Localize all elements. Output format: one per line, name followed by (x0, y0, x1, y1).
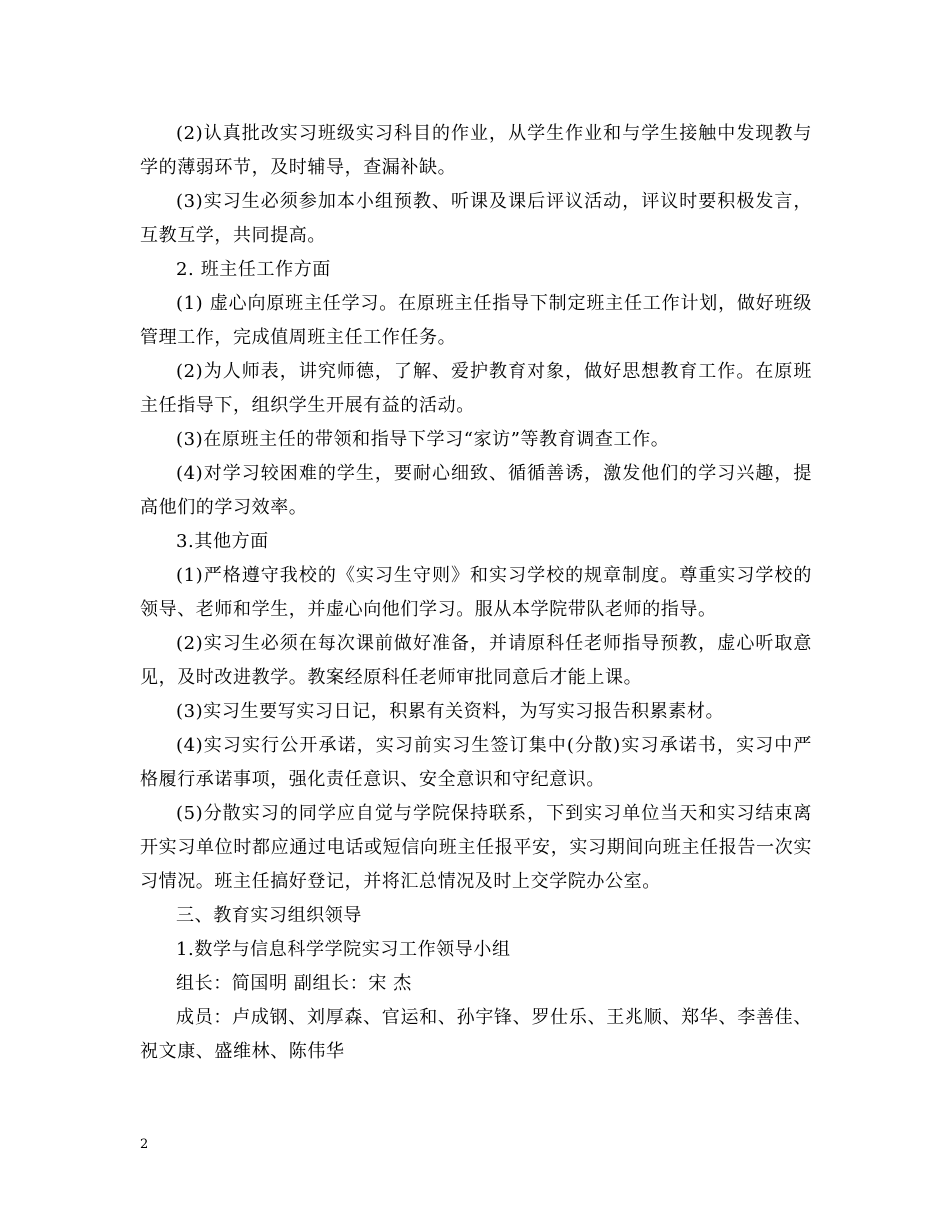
subheading-leadership-group: 1.数学与信息科学学院实习工作领导小组 (176, 939, 511, 960)
paragraph-group-leaders: 组长：简国明 副组长：宋 杰 (176, 973, 412, 994)
paragraph-learn-from-class-teacher: (1) 虚心向原班主任学习。在原班主任指导下制定班主任工作计划，做好班级管理工作，完成值周班主任工作任务。 (140, 293, 812, 348)
paragraph-group-members: 成员：卢成钢、刘厚森、官运和、孙宇锋、罗仕乐、王兆顺、郑华、李善佳、祝文康、盛维林、陈伟华 (140, 1007, 812, 1062)
document-body (140, 117, 812, 1069)
paragraph-lesson-preparation: (2)实习生必须在每次课前做好准备，并请原科任老师指导预教，虚心听取意见，及时改进教学。教案经原科任老师审批同意后才能上课。 (140, 633, 812, 688)
paragraph-internship-diary: (3)实习生要写实习日记，积累有关资料，为写实习报告积累素材。 (176, 701, 725, 722)
paragraph-public-commitment: (4)实习实行公开承诺，实习前实习生签订集中(分散)实习承诺书，实习中严格履行承诺事项，强化责任意识、安全意识和守纪意识。 (140, 735, 812, 790)
section-heading-other-aspects: 3.其他方面 (176, 531, 269, 552)
paragraph-distributed-internship: (5)分散实习的同学应自觉与学院保持联系，下到实习单位当天和实习结束离开实习单位时都应通过电话或短信向班主任报平安，实习期间向班主任报告一次实习情况。班主任搞好登记，并将汇总情况及时上交学院办公室。 (140, 803, 812, 892)
paragraph-follow-rules: (1)严格遵守我校的《实习生守则》和实习学校的规章制度。尊重实习学校的领导、老师和学生，并虚心向他们学习。服从本学院带队老师的指导。 (140, 565, 812, 620)
paragraph-home-visits: (3)在原班主任的带领和指导下学习“家访”等教育调查工作。 (176, 429, 670, 450)
paragraph-struggling-students: (4)对学习较困难的学生，要耐心细致、循循善诱，激发他们的学习兴趣，提高他们的学习效率。 (140, 463, 812, 518)
section-heading-class-teacher-work: 2. 班主任工作方面 (176, 259, 331, 280)
paragraph-teacher-ethics: (2)为人师表，讲究师德，了解、爱护教育对象，做好思想教育工作。在原班主任指导下，组织学生开展有益的活动。 (140, 361, 812, 416)
paragraph-grading-homework: (2)认真批改实习班级实习科目的作业，从学生作业和与学生接触中发现教与学的薄弱环节，及时辅导，查漏补缺。 (140, 123, 812, 178)
paragraph-group-review: (3)实习生必须参加本小组预教、听课及课后评议活动，评议时要积极发言，互教互学，共同提高。 (140, 191, 812, 246)
page-number: 2 (140, 1137, 149, 1152)
section-heading-organization: 三、教育实习组织领导 (176, 905, 362, 926)
